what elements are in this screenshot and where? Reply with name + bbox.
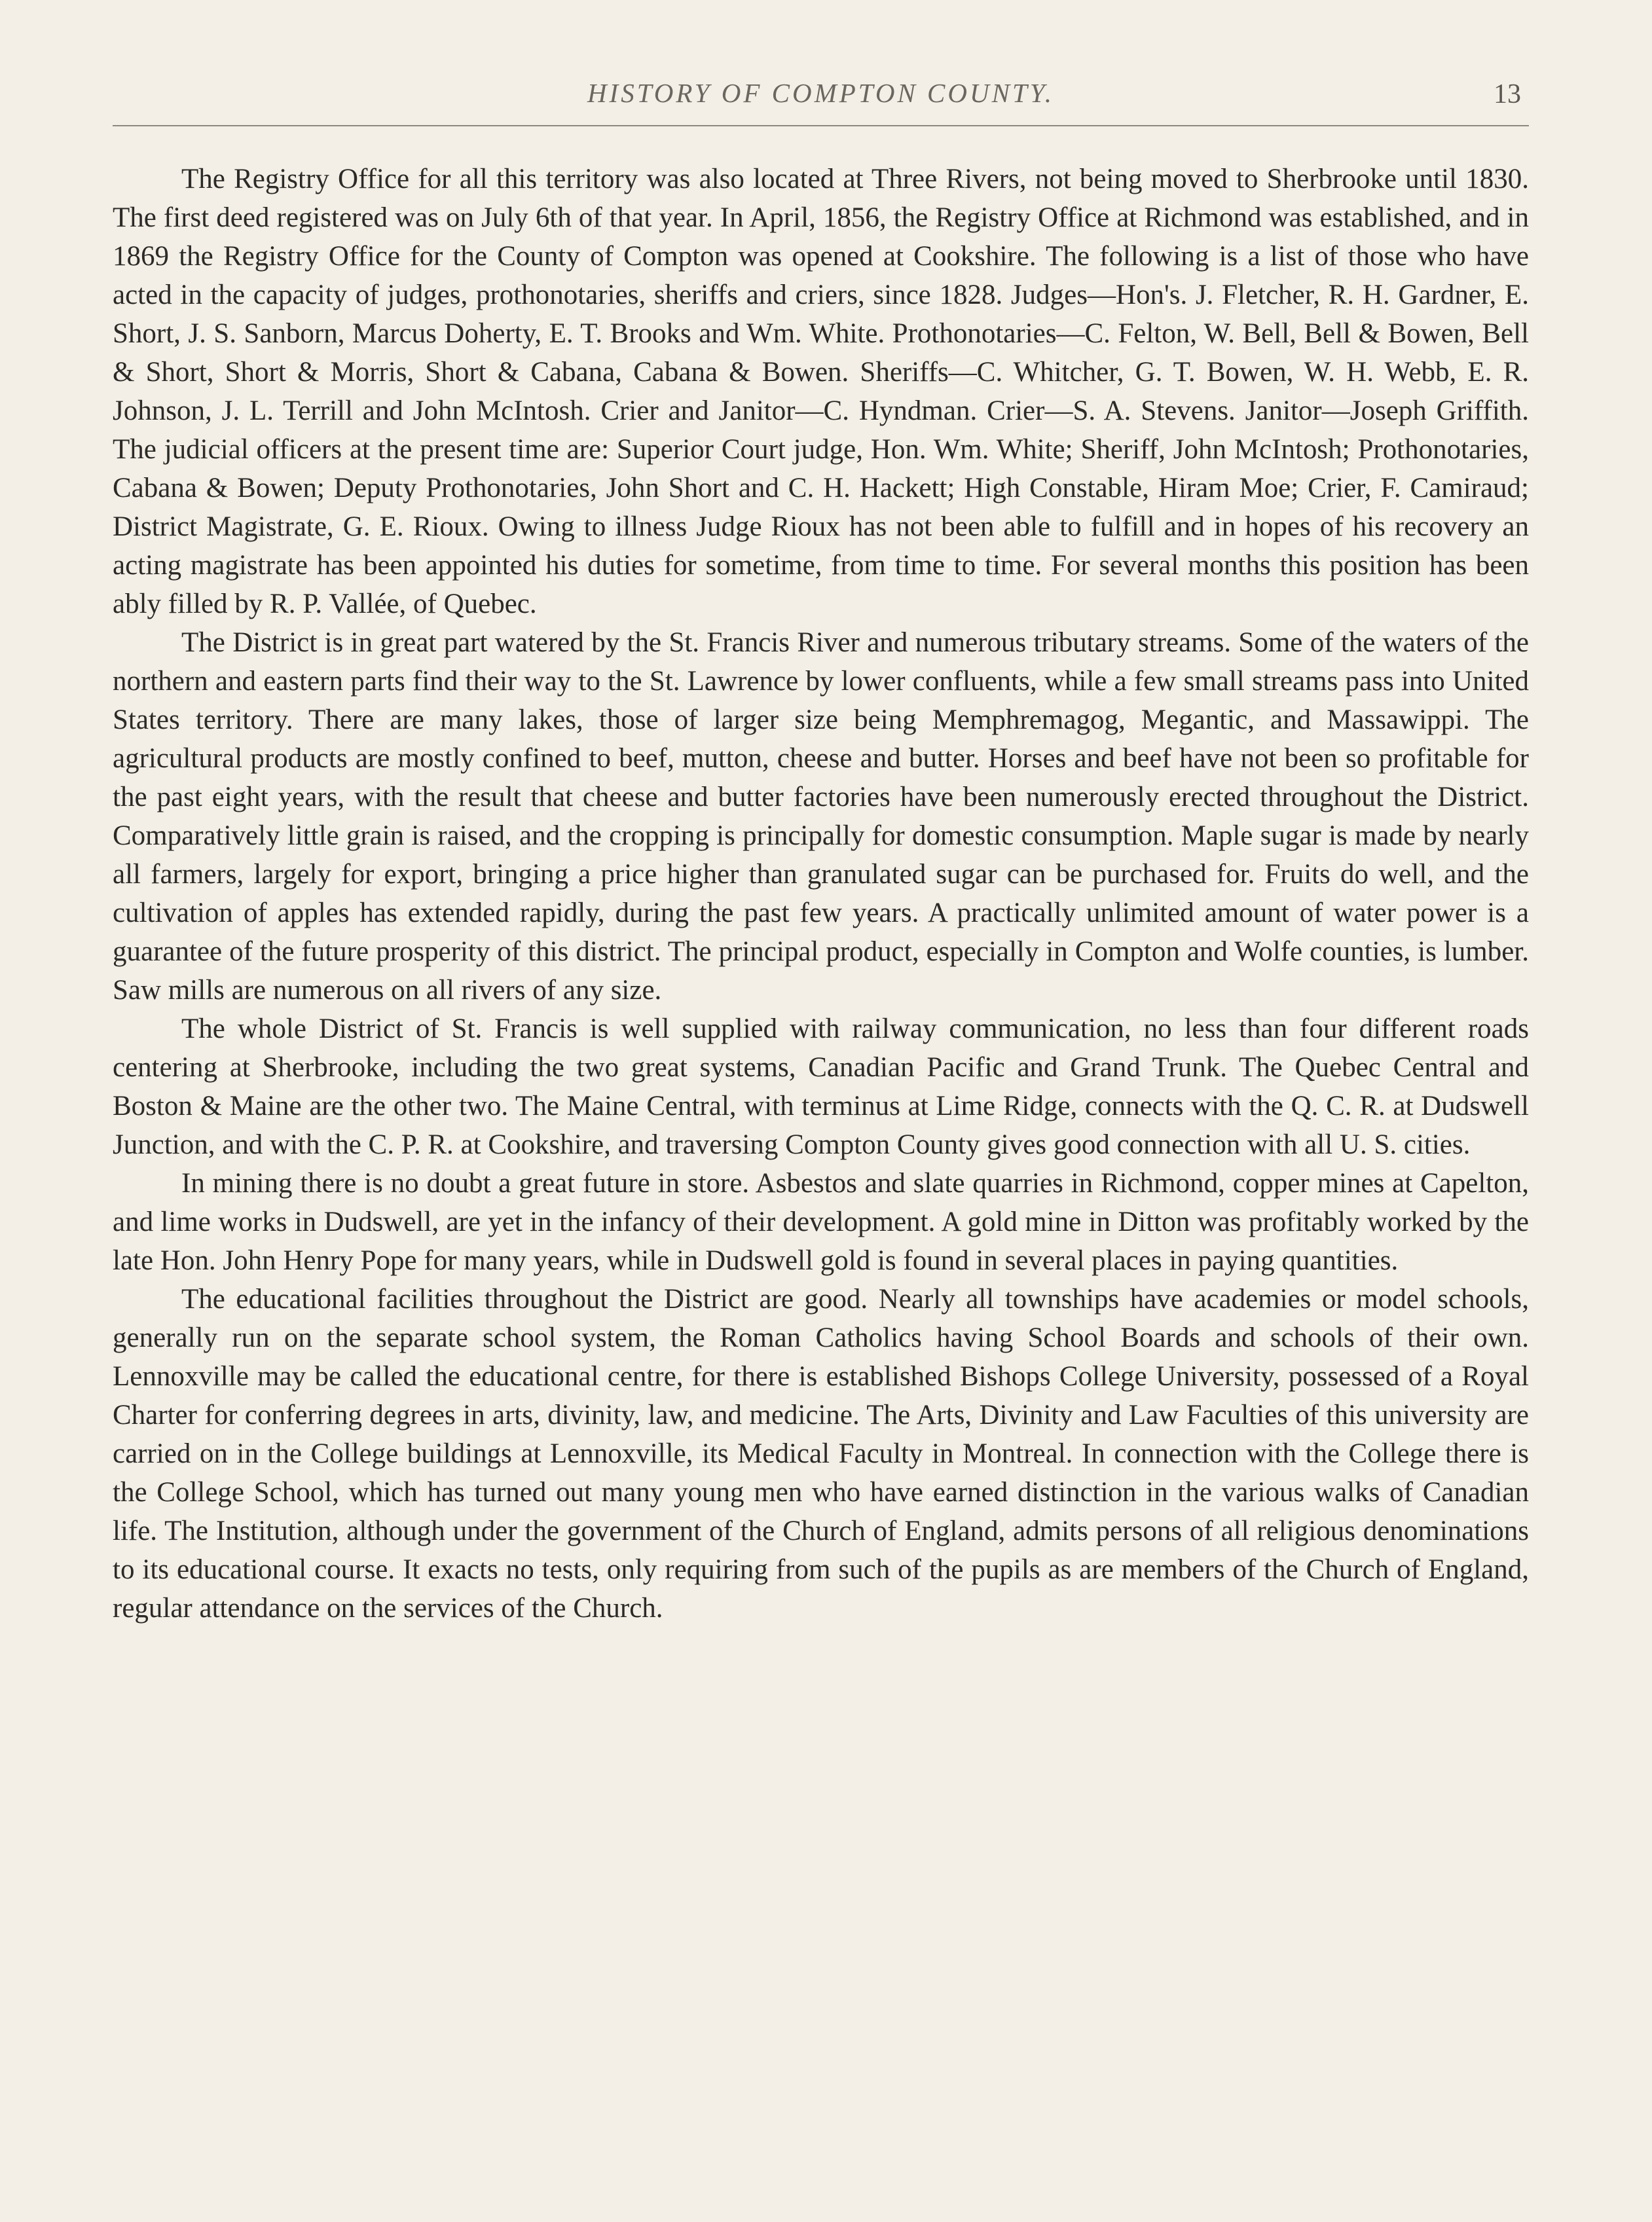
paragraph-district-geography: The District is in great part watered by the St. Francis River and numerous tributary streams. Some of the waters of the northern and eastern parts find their way to the St. Lawrence by lower confluents, while a few small streams pass into United States territory. There are many lakes, those of larger size being Memphremagog, Megantic, and Massawippi. The agricultural products are mostly confined to beef, mutton, cheese and butter. Horses and beef have not been so profitable for the past eight years, with the result that cheese and butter factories have been numerously erected throughout the District. Comparatively little grain is raised, and the cropping is principally for domestic consumption. Maple sugar is made by nearly all farmers, largely for export, bringing a price higher than granulated sugar can be purchased for. Fruits do well, and the cultivation of apples has extended rapidly, during the past few years. A practically unlimited amount of water power is a guarantee of the future prosperity of this district. The principal product, especially in Compton and Wolfe counties, is lumber. Saw mills are numerous on all rivers of any size. bbox=[113, 627, 1529, 1006]
running-title: HISTORY OF COMPTON COUNTY. bbox=[587, 78, 1055, 108]
paragraph-mining: In mining there is no doubt a great future in store. Asbestos and slate quarries in Richmond, copper mines at Capelton, and lime works in Dudswell, are yet in the infancy of their development. A gold mine in Ditton was profitably worked by the late Hon. John Henry Pope for many years, while in Dudswell gold is found in several places in paying quantities. bbox=[113, 1168, 1529, 1276]
page-header bbox=[113, 77, 1529, 130]
header-rule bbox=[113, 125, 1529, 126]
paragraph-registry-office: The Registry Office for all this territory was also located at Three Rivers, not being moved to Sherbrooke until 1830. The first deed registered was on July 6th of that year. In April, 1856, the Registry Office at Richmond was established, and in 1869 the Registry Office for the County of Compton was opened at Cookshire. The following is a list of those who have acted in the capacity of judges, prothonotaries, sheriffs and criers, since 1828. Judges—Hon's. J. Fletcher, R. H. Gardner, E. Short, J. S. Sanborn, Marcus Doherty, E. T. Brooks and Wm. White. Prothonotaries—C. Felton, W. Bell, Bell & Bowen, Bell & Short, Short & Morris, Short & Cabana, Cabana & Bowen. Sheriffs—C. Whitcher, G. T. Bowen, W. H. Webb, E. R. Johnson, J. L. Terrill and John McIntosh. Crier and Janitor—C. Hyndman. Crier—S. A. Stevens. Janitor—Joseph Griffith. The judicial officers at the present time are: Superior Court judge, Hon. Wm. White; Sheriff, John McIntosh; Prothonotaries, Cabana & Bowen; Deputy Prothonotaries, John Short and C. H. Hackett; High Constable, Hiram Moe; Crier, F. Camiraud; District Magistrate, G. E. Rioux. Owing to illness Judge Rioux has not been able to fulfill and in hopes of his recovery an acting magistrate has been appointed his duties for sometime, from time to time. For several months this position has been ably filled by R. P. Vallée, of Quebec. bbox=[113, 164, 1529, 619]
page-number: 13 bbox=[1494, 79, 1521, 109]
paragraph-railways: The whole District of St. Francis is well supplied with railway communication, no less than four different roads centering at Sherbrooke, including the two great systems, Canadian Pacific and Grand Trunk. The Quebec Central and Boston & Maine are the other two. The Maine Central, with terminus at Lime Ridge, connects with the Q. C. R. at Dudswell Junction, and with the C. P. R. at Cookshire, and traversing Compton County gives good connection with all U. S. cities. bbox=[113, 1013, 1529, 1160]
body-text bbox=[113, 160, 1529, 1628]
paragraph-education: The educational facilities throughout the District are good. Nearly all townships have academies or model schools, generally run on the separate school system, the Roman Catholics having School Boards and schools of their own. Lennoxville may be called the educational centre, for there is established Bishops College University, possessed of a Royal Charter for conferring degrees in arts, divinity, law, and medicine. The Arts, Divinity and Law Faculties of this university are carried on in the College buildings at Lennoxville, its Medical Faculty in Montreal. In connection with the College there is the College School, which has turned out many young men who have earned distinction in the various walks of Canadian life. The Institution, although under the government of the Church of England, admits persons of all religious denominations to its educational course. It exacts no tests, only requiring from such of the pupils as are members of the Church of England, regular attendance on the services of the Church. bbox=[113, 1284, 1529, 1624]
